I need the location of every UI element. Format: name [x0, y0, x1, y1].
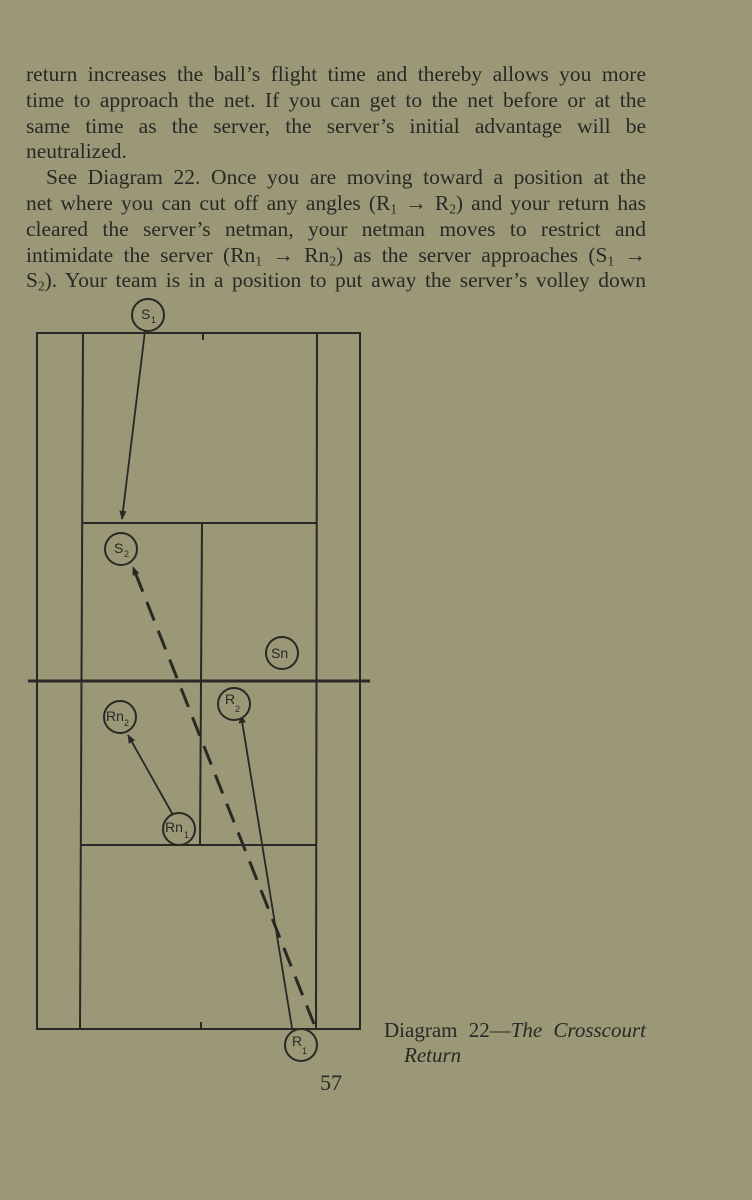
text-line: $S_2$). Your team is in a position to put away the server’s volley down — [26, 268, 646, 294]
court-lines — [28, 333, 370, 1029]
player-r1 — [285, 1029, 317, 1061]
text-line: time to approach the net. If you can get to the net before or at the — [26, 87, 646, 112]
svg-text:S: S — [141, 306, 151, 322]
text-line: net where you can cut off any angles $(R_1 \to R_2)$ and your return has — [26, 190, 647, 217]
svg-text:Sn: Sn — [271, 645, 289, 661]
svg-text:2: 2 — [124, 718, 130, 728]
text-line: intimidate the server $(Rn_1 \to Rn_2)$ as the server approaches ($S_1$ → — [26, 242, 647, 268]
center-service-line — [200, 523, 202, 845]
svg-text:Rn: Rn — [165, 819, 183, 835]
svg-text:R: R — [225, 691, 236, 707]
page-number: 57 — [320, 1070, 342, 1095]
text-line: cleared the server’s netman, your netman moves to restrict and — [26, 216, 646, 241]
text-line: return increases the ball’s flight time and thereby allows you more — [26, 62, 646, 86]
player-sn — [266, 637, 298, 669]
svg-text:S: S — [114, 540, 124, 556]
caption-number: 22—The — [468, 1018, 543, 1042]
player-rn2 — [104, 701, 136, 733]
diagram-caption — [384, 1018, 646, 1068]
text-line: neutralized. — [26, 139, 127, 164]
svg-text:Rn: Rn — [106, 708, 124, 724]
return-ball-path — [133, 567, 314, 1024]
svg-text:R: R — [292, 1033, 303, 1049]
netman-move-arrow — [128, 735, 173, 815]
svg-text:1: 1 — [184, 830, 190, 840]
caption-title: Crosscourt — [553, 1018, 646, 1042]
player-rn1 — [163, 813, 195, 845]
text-line: same time as the server, the server’s initial advantage will be — [26, 113, 646, 138]
text-line: See Diagram 22. Once you are moving toward a position at the — [46, 165, 646, 190]
caption-label: Diagram — [384, 1018, 458, 1042]
svg-text:2: 2 — [124, 549, 130, 559]
player-r2 — [218, 688, 250, 720]
player-s2 — [105, 533, 137, 565]
receiver-move-arrow — [241, 715, 292, 1028]
svg-text:1: 1 — [302, 1046, 308, 1056]
svg-text:1: 1 — [151, 315, 157, 325]
caption-title-cont: Return — [404, 1043, 462, 1067]
server-approach-arrow — [122, 331, 145, 519]
player-s1 — [132, 299, 164, 331]
svg-text:2: 2 — [235, 704, 241, 714]
